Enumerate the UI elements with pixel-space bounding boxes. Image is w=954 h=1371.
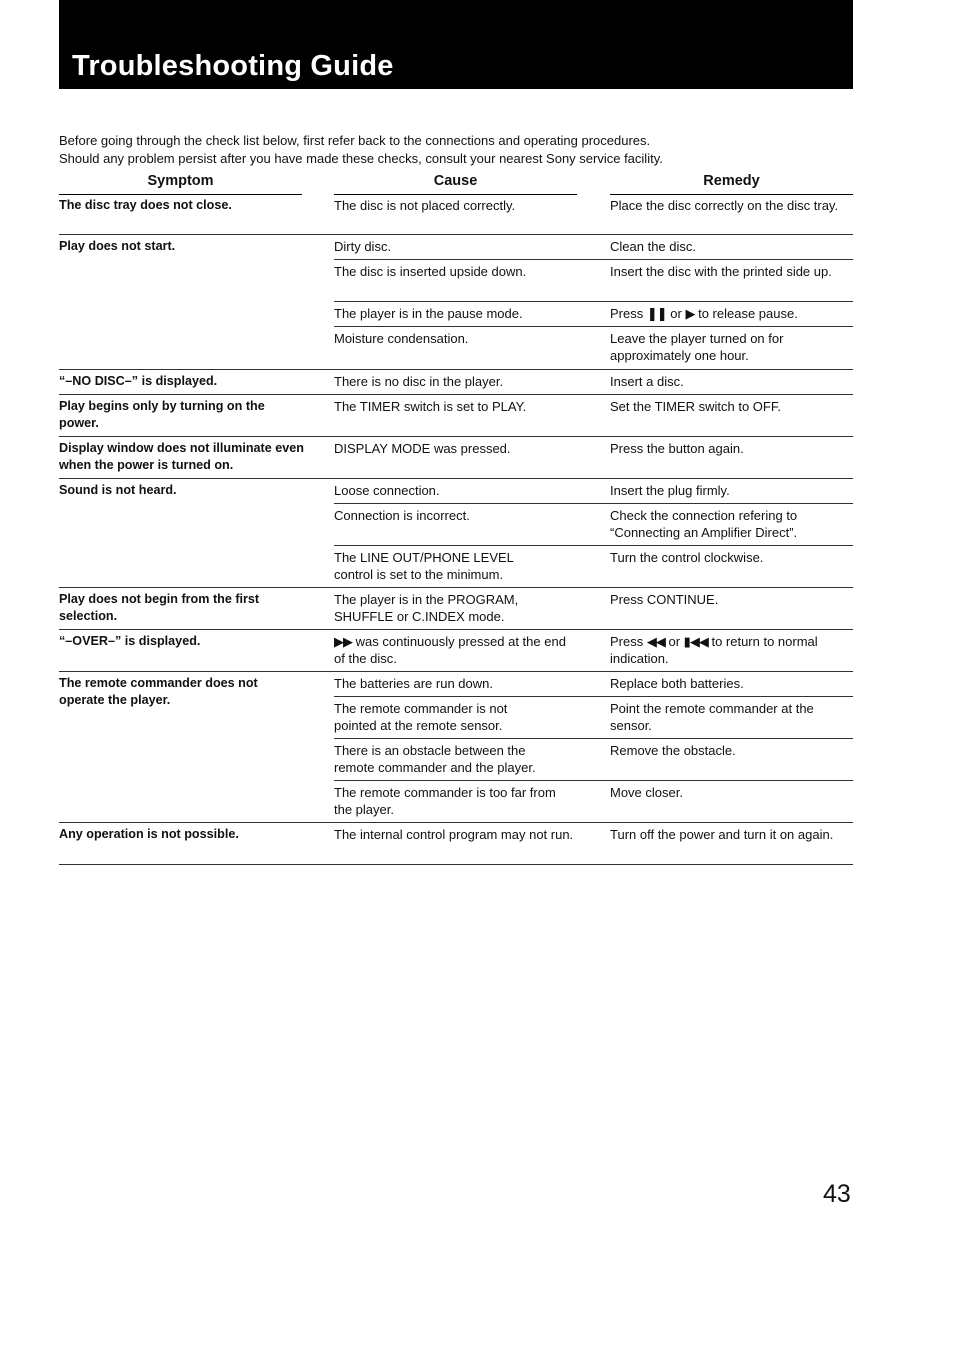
cause-cell: DISPLAY MODE was pressed. [334,441,511,456]
remedy-cell: Insert the plug firmly. [610,483,730,498]
symptom-cell: “–NO DISC–” is displayed. [59,374,218,388]
remedy-text: or [670,306,682,321]
remedy-text: to return to normal indication. [610,634,818,666]
symptom-cell: Any operation is not possible. [59,827,239,841]
cause-cell: There is no disc in the player. [334,374,504,389]
row-divider [59,436,853,437]
sub-row-divider [334,259,853,260]
cause-cell: The disc is inserted upside down. [334,264,527,279]
remedy-cell: Press the button again. [610,441,744,456]
row-divider [59,629,853,630]
row-divider [59,478,853,479]
symptom-cell: Play begins only by turning on the power. [59,399,265,430]
remedy-cell: Press CONTINUE. [610,592,719,607]
cause-cell: The remote commander is not pointed at the remote sensor. [334,701,508,733]
sub-row-divider [334,545,853,546]
remedy-cell: Place the disc correctly on the disc tray. [610,198,839,213]
cause-cell: The remote commander is too far from the player. [334,785,556,817]
remedy-cell: Set the TIMER switch to OFF. [610,399,781,414]
remedy-cell: Turn the control clockwise. [610,550,764,565]
row-divider [59,369,853,370]
cause-cell [334,633,579,667]
page-number: 43 [823,1180,851,1208]
cause-header: Cause [334,170,577,195]
cause-cell: Loose connection. [334,483,440,498]
row-divider [59,822,853,823]
fast-forward-icon: ▶▶ [334,634,352,649]
remedy-cell [610,633,853,667]
cause-cell: The batteries are run down. [334,676,493,691]
cause-text: was continuously pressed at the end of the disc. [334,634,566,666]
intro-line: Before going through the check list below, first refer back to the connections and operating procedures. [59,133,651,148]
row-divider [59,671,853,672]
cause-cell: The LINE OUT/PHONE LEVEL control is set to the minimum. [334,550,514,582]
cause-cell: Connection is incorrect. [334,508,470,523]
remedy-cell: Turn off the power and turn it on again. [610,827,834,842]
remedy-cell [610,305,853,322]
remedy-cell: Move closer. [610,785,683,800]
cause-cell: Dirty disc. [334,239,392,254]
row-divider [59,394,853,395]
remedy-cell: Clean the disc. [610,239,696,254]
previous-track-icon: ▮◀◀ [683,634,708,649]
page-title: Troubleshooting Guide [72,50,394,82]
remedy-cell: Replace both batteries. [610,676,744,691]
symptom-cell: The remote commander does not operate the player. [59,676,258,707]
cause-cell: The player is in the pause mode. [334,306,523,321]
sub-row-divider [334,301,853,302]
sub-row-divider [334,696,853,697]
title-banner [59,0,853,89]
remedy-cell: Remove the obstacle. [610,743,736,758]
symptom-cell: Play does not begin from the first selection. [59,592,260,623]
row-divider [59,234,853,235]
row-divider [59,864,853,865]
symptom-cell: The disc tray does not close. [59,198,232,212]
remedy-cell: Insert the disc with the printed side up. [610,264,832,279]
remedy-text: to release pause. [698,306,798,321]
intro-line: Should any problem persist after you have made these checks, consult your nearest Sony service facility. [59,150,663,166]
sub-row-divider [334,738,853,739]
cause-cell: The TIMER switch is set to PLAY. [334,399,527,414]
cause-cell: The disc is not placed correctly. [334,198,516,213]
cause-cell: The internal control program may not run. [334,827,574,842]
remedy-cell: Check the connection refering to “Connecting an Amplifier Direct”. [610,508,798,540]
symptom-header: Symptom [59,170,302,195]
pause-icon: ❚❚ [646,306,667,321]
remedy-text: Press [610,634,644,649]
symptom-cell: Sound is not heard. [59,483,177,497]
intro-text [59,132,859,167]
cause-cell: Moisture condensation. [334,331,469,346]
sub-row-divider [334,780,853,781]
remedy-cell: Insert a disc. [610,374,684,389]
play-icon: ▶ [685,306,695,321]
row-divider [59,587,853,588]
cause-cell: There is an obstacle between the remote commander and the player. [334,743,536,775]
remedy-text: or [668,634,681,649]
symptom-cell: “–OVER–” is displayed. [59,634,201,648]
remedy-cell: Point the remote commander at the sensor. [610,701,814,733]
remedy-text: Press [610,306,644,321]
sub-row-divider [334,326,853,327]
sub-row-divider [334,503,853,504]
remedy-cell: Leave the player turned on for approximately one hour. [610,331,784,363]
rewind-icon: ◀◀ [646,634,665,649]
symptom-cell: Play does not start. [59,239,176,253]
remedy-header: Remedy [610,170,853,195]
cause-cell: The player is in the PROGRAM, SHUFFLE or C.INDEX mode. [334,592,519,624]
symptom-cell: Display window does not illuminate even when the power is turned on. [59,441,304,472]
